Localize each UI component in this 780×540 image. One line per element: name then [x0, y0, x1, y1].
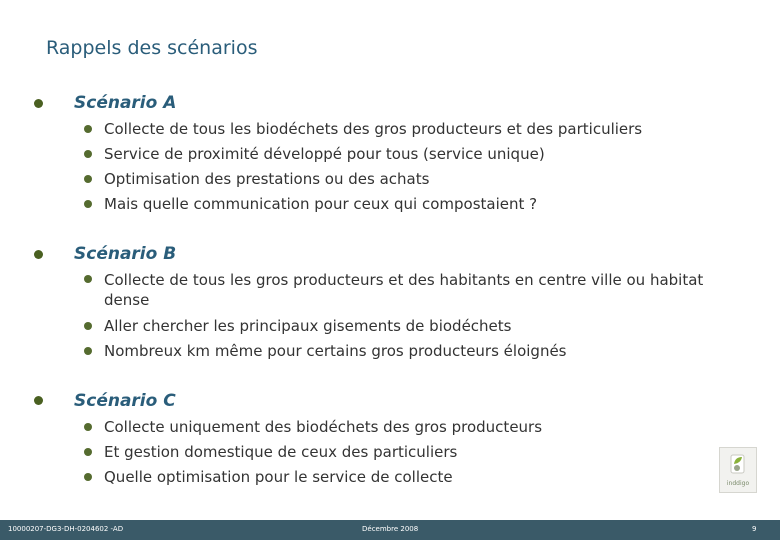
scenario-a-item: Service de proximité développé pour tous (service unique) [104, 145, 545, 163]
scenario-a-label: Scénario A [74, 93, 177, 113]
scenario-c-item: Collecte uniquement des biodéchets des gros producteurs [104, 418, 543, 436]
scenario-c-label: Scénario C [74, 391, 176, 411]
bullet-icon [84, 275, 92, 283]
slide-title: Rappels des scénarios [46, 37, 258, 59]
company-logo [719, 447, 757, 493]
bullet-icon [34, 396, 43, 405]
page-number: 9 [752, 525, 757, 533]
bullet-icon [84, 125, 92, 133]
bullet-icon [34, 250, 43, 259]
scenario-c-item: Et gestion domestique de ceux des particuliers [104, 443, 458, 461]
scenario-b-label: Scénario B [74, 244, 177, 264]
scenario-b-item: Collecte de tous les gros producteurs et des habitants en centre ville ou habitat dense [104, 271, 704, 309]
logo-icon [720, 448, 756, 480]
footer-reference: 10000207-DG3-DH-0204602 -AD [8, 525, 124, 533]
scenario-a-item: Mais quelle communication pour ceux qui compostaient ? [104, 195, 538, 213]
footer-bar [0, 520, 780, 540]
bullet-icon [84, 150, 92, 158]
bullet-icon [84, 473, 92, 481]
bullet-icon [84, 347, 92, 355]
bullet-icon [34, 99, 43, 108]
bullet-icon [84, 423, 92, 431]
bullet-icon [84, 200, 92, 208]
scenario-a-item: Optimisation des prestations ou des achats [104, 170, 430, 188]
scenario-b-item: Nombreux km même pour certains gros producteurs éloignés [104, 342, 567, 360]
footer-date: Décembre 2008 [362, 525, 419, 533]
bullet-icon [84, 448, 92, 456]
bullet-icon [84, 175, 92, 183]
bullet-icon [84, 322, 92, 330]
scenario-b-item: Aller chercher les principaux gisements de biodéchets [104, 317, 512, 335]
scenario-a-item: Collecte de tous les biodéchets des gros producteurs et des particuliers [104, 120, 643, 138]
scenario-c-item: Quelle optimisation pour le service de collecte [104, 468, 453, 486]
logo-text: inddigo [726, 480, 750, 487]
